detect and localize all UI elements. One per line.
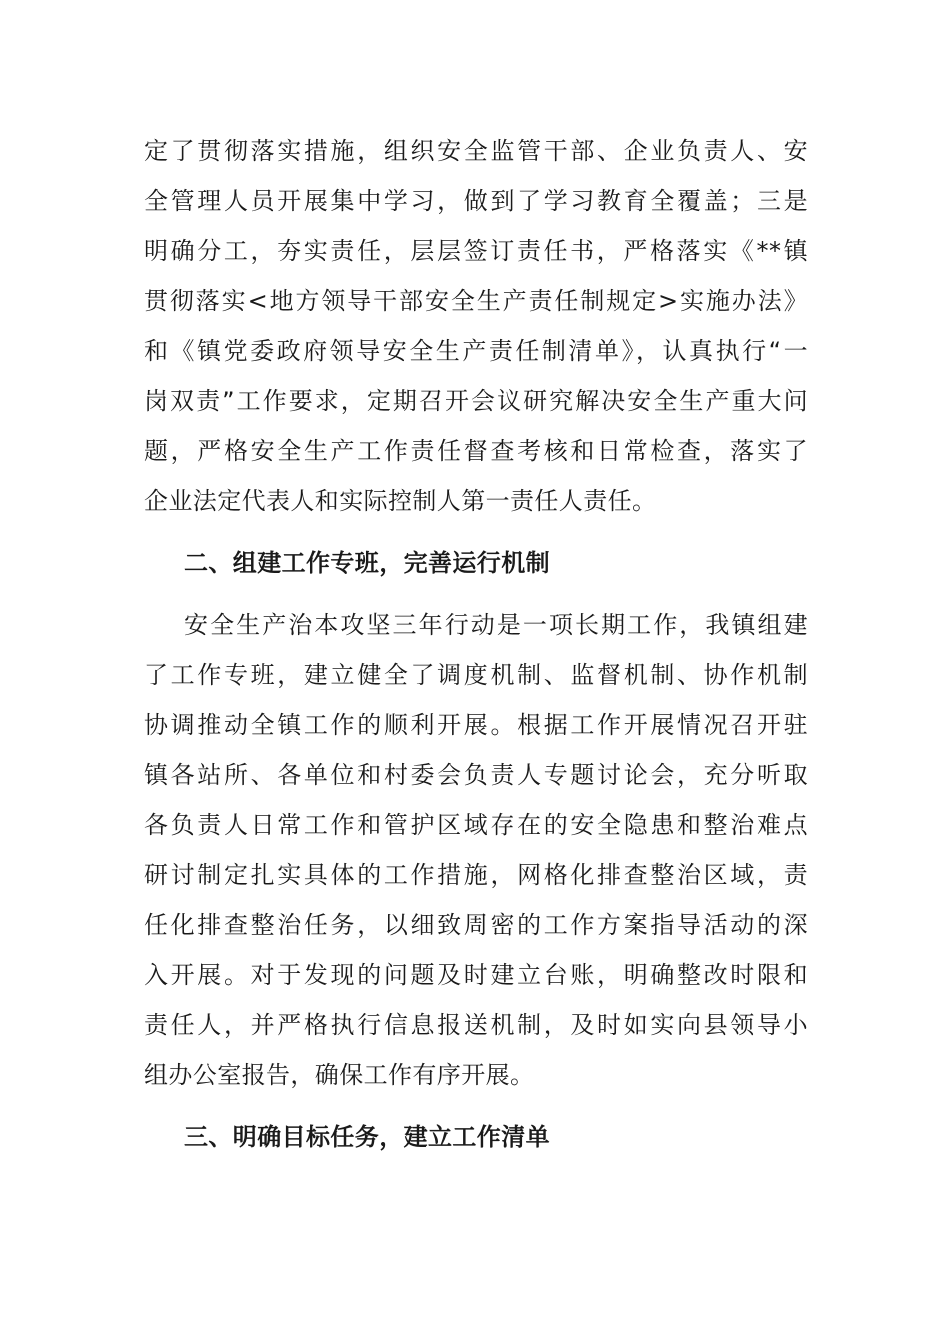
paragraph-line: 责任人，并严格执行信息报送机制，及时如实向县领导小 (144, 1011, 808, 1039)
paragraph-line: 组办公室报告，确保工作有序开展。 (144, 1061, 535, 1089)
paragraph-line: 岗双责”工作要求，定期召开会议研究解决安全生产重大问 (144, 387, 808, 415)
paragraph-line: 贯彻落实<地方领导干部安全生产责任制规定>实施办法》 (144, 287, 808, 315)
paragraph-line: 安全生产治本攻坚三年行动是一项长期工作，我镇组建 (184, 611, 808, 639)
section-heading: 三、明确目标任务，建立工作清单 (184, 1123, 550, 1151)
paragraph-1 (144, 126, 808, 526)
paragraph-line: 题，严格安全生产工作责任督查考核和日常检查，落实了 (144, 437, 808, 465)
paragraph-line: 明确分工，夯实责任，层层签订责任书，严格落实《**镇 (144, 237, 808, 265)
paragraph-line: 各负责人日常工作和管护区域存在的安全隐患和整治难点 (144, 811, 808, 839)
paragraph-line: 研讨制定扎实具体的工作措施，网格化排查整治区域，责 (144, 861, 808, 889)
paragraph-line: 全管理人员开展集中学习，做到了学习教育全覆盖；三是 (144, 187, 808, 215)
section-3 (144, 1112, 808, 1162)
paragraph-line: 镇各站所、各单位和村委会负责人专题讨论会，充分听取 (144, 761, 808, 789)
paragraph-line: 任化排查整治任务，以细致周密的工作方案指导活动的深 (144, 911, 808, 939)
document-body (144, 126, 808, 1162)
section-2 (144, 538, 808, 588)
paragraph-line: 和《镇党委政府领导安全生产责任制清单》，认真执行“一 (144, 337, 808, 365)
paragraph-line: 入开展。对于发现的问题及时建立台账，明确整改时限和 (144, 961, 808, 989)
paragraph-line: 企业法定代表人和实际控制人第一责任人责任。 (144, 487, 657, 515)
paragraph-2 (144, 600, 808, 1100)
section-heading: 二、组建工作专班，完善运行机制 (184, 549, 550, 577)
paragraph-line: 定了贯彻落实措施，组织安全监管干部、企业负责人、安 (144, 137, 808, 165)
paragraph-line: 了工作专班，建立健全了调度机制、监督机制、协作机制 (144, 661, 808, 689)
paragraph-line: 协调推动全镇工作的顺利开展。根据工作开展情况召开驻 (144, 711, 808, 739)
